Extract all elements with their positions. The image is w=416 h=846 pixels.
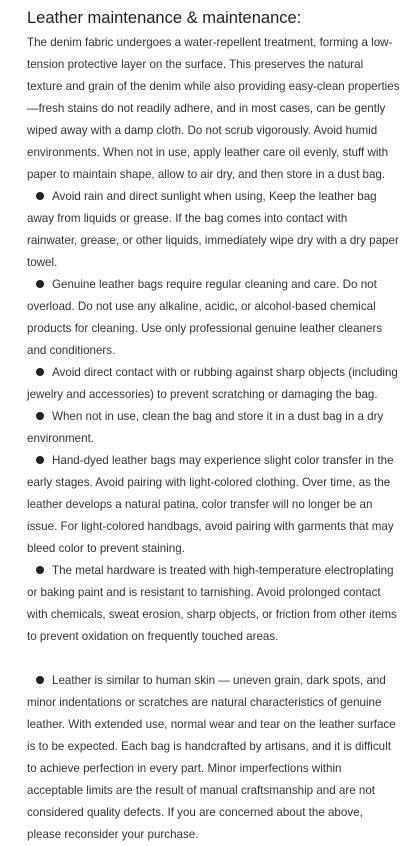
intro-paragraph: The denim fabric undergoes a water-repellent treatment, forming a low-tension protective layer on the surface. This preserves the natural texture and grain of the denim while also providing easy-clean properties—fresh stains do not readily adhere, and in most cases, can be gently wiped away with a damp cloth. Do not scrub vigorously. Avoid humid environments. When not in use, apply leather care oil evenly, stuff with paper to maintain shape, allow to air dry, and then store in a dust bag. — [27, 36, 400, 181]
bullet-item-cleaning — [27, 274, 400, 362]
bullet-text: When not in use, clean the bag and store it in a dust bag in a dry environment. — [27, 410, 384, 445]
bullet-item-rain — [27, 186, 400, 274]
bullet-dot-icon — [36, 456, 44, 464]
bullet-dot-icon — [36, 192, 44, 200]
bullet-text: Hand-dyed leather bags may experience slight color transfer in the early stages. Avoid pairing with light-colored clothing. Over time, as the leather develops a natural patina, color transfer will no longer be an issue. For light-colored handbags, avoid pairing with garments that may bleed color to prevent staining. — [27, 454, 394, 555]
bullet-dot-icon — [36, 676, 44, 684]
bullet-text: Genuine leather bags require regular cleaning and care. Do not overload. Do not use any alkaline, acidic, or alcohol-based chemical products for cleaning. Use only professional genuine leather cleaners and conditioners. — [27, 278, 383, 357]
bullet-item-natural-characteristics — [27, 670, 400, 846]
bullet-item-metal-hardware — [27, 560, 400, 648]
bullet-dot-icon — [36, 566, 44, 574]
bullet-item-color-transfer — [27, 450, 400, 560]
bullet-item-storage — [27, 406, 400, 450]
bullet-text: Avoid rain and direct sunlight when using, Keep the leather bag away from liquids or grease. If the bag comes into contact with rainwater, grease, or other liquids, immediately wipe dry with a dry paper towel. — [27, 190, 399, 269]
bullet-text: The metal hardware is treated with high-temperature electroplating or baking paint and is resistant to tarnishing. Avoid prolonged contact with chemicals, sweat erosion, sharp objects, or friction from other items to prevent oxidation on frequently touched areas. — [27, 564, 397, 643]
bullet-dot-icon — [36, 280, 44, 288]
page-title: Leather maintenance & maintenance: — [27, 9, 302, 27]
bullet-text: Avoid direct contact with or rubbing against sharp objects (including jewelry and accessories) to prevent scratching or damaging the bag. — [27, 366, 398, 401]
bullet-dot-icon — [36, 412, 44, 420]
bullet-dot-icon — [36, 368, 44, 376]
section-spacer — [27, 648, 400, 670]
bullet-text: Leather is similar to human skin — uneven grain, dark spots, and minor indentations or scratches are natural characteristics of genuine leather. With extended use, normal wear and tear on the leather surface is to be expected. Each bag is handcrafted by artisans, and it is difficult to achieve perfection in every part. Minor imperfections within acceptable limits are the result of manual craftsmanship and are not considered quality defects. If you are concerned about the above, please reconsider your purchase. — [27, 674, 396, 841]
bullet-item-sharp-objects — [27, 362, 400, 406]
